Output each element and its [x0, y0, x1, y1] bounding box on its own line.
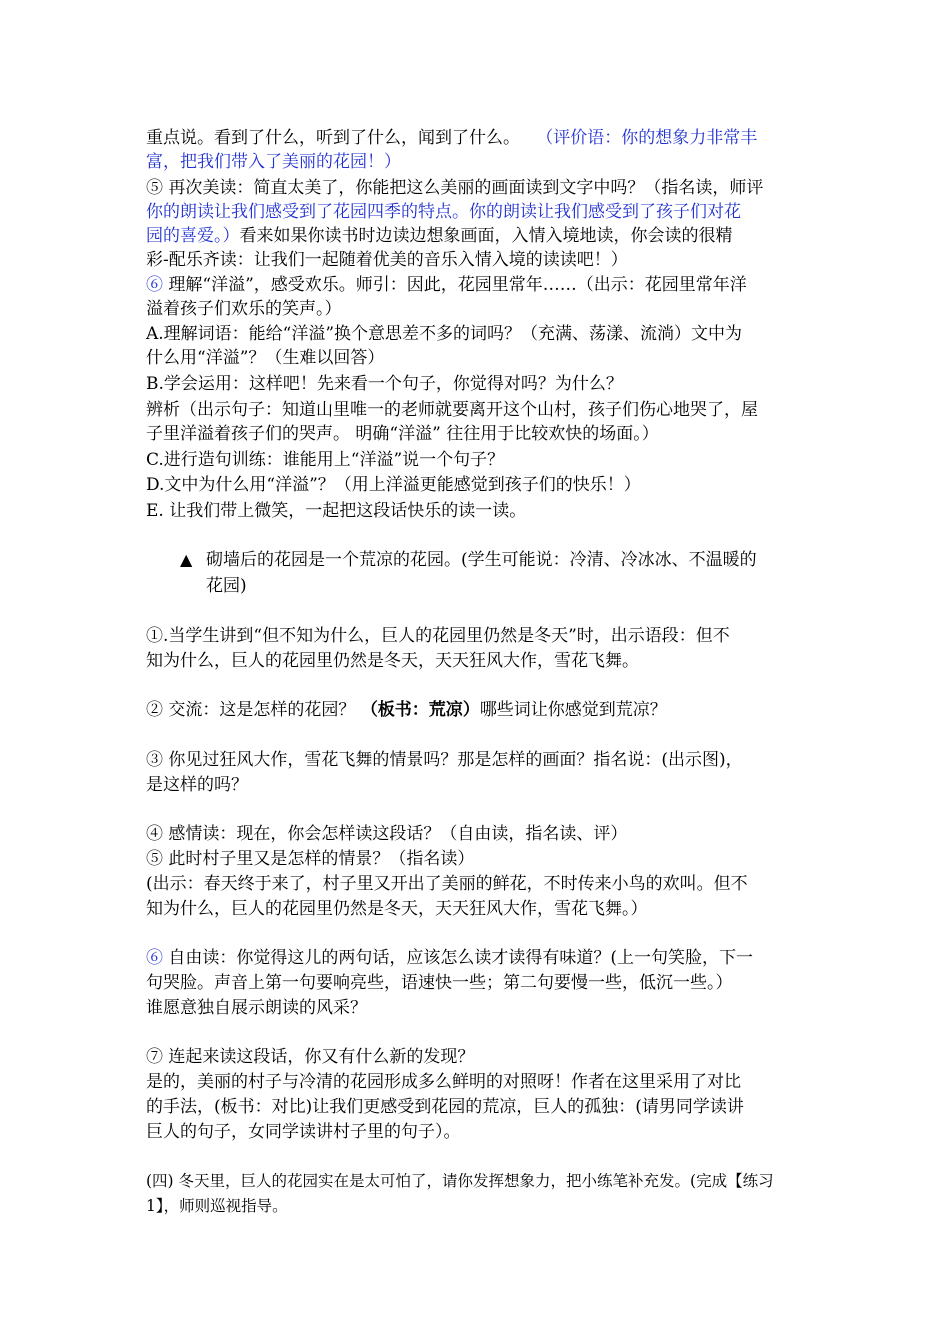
paragraph-line: ①.当学生讲到“但不知为什么，巨人的花园里仍然是冬天”时，出示语段：但不	[146, 626, 730, 646]
bullet-heading: 砌墙后的花园是一个荒凉的花园。(学生可能说：冷清、冷冰冰、不温暖的	[206, 550, 757, 570]
text-segment: 重点说。看到了什么，听到了什么，闻到了什么。	[146, 128, 520, 148]
paragraph-line	[146, 273, 747, 297]
step-number: ⑥	[146, 275, 163, 295]
paragraph-line	[146, 126, 757, 150]
step-number: ⑥	[146, 948, 163, 968]
paragraph-line: ⑤ 此时村子里又是怎样的情景？（指名读）	[146, 849, 475, 869]
evaluation-comment-line: 富，把我们带入了美丽的花园！）	[146, 152, 401, 172]
paragraph-line: D.文中为什么用“洋溢”？（用上洋溢更能感觉到孩子们的快乐！）	[146, 475, 641, 495]
evaluation-comment: 园的喜爱。）	[146, 226, 240, 246]
paragraph-line: 什么用“洋溢”？（生难以回答）	[146, 348, 385, 368]
paragraph-line: 巨人的句子，女同学读讲村子里的句子）。	[146, 1122, 461, 1142]
triangle-bullet-icon: ▲	[180, 550, 193, 569]
text-segment: ② 交流：这是怎样的花园？	[146, 700, 356, 720]
text-segment: 看来如果你读书时边读边想象画面，入情入境地读，你会读的很精	[239, 226, 733, 246]
paragraph-line: ③ 你见过狂风大作，雪花飞舞的情景吗？那是怎样的画面？指名说：(出示图)，	[146, 750, 743, 770]
text-segment: 哪些词让你感觉到荒凉？	[479, 700, 667, 720]
paragraph-line	[146, 224, 733, 248]
bullet-heading: 花园)	[206, 576, 247, 596]
paragraph-line: 是的，美丽的村子与冷清的花园形成多么鲜明的对照呀！作者在这里采用了对比	[146, 1072, 741, 1092]
paragraph-line: 句哭脸。声音上第一句要响亮些，语速快一些；第二句要慢一些，低沉一些。）	[146, 973, 733, 993]
paragraph-line: 谁愿意独自展示朗读的风采？	[146, 998, 367, 1018]
text-segment: 自由读：你觉得这儿的两句话，应该怎么读才读得有味道？(上一句笑脸，下一	[163, 948, 754, 968]
paragraph-line: 子里洋溢着孩子们的哭声。 明确“洋溢” 往往用于比较欢快的场面。）	[146, 424, 659, 444]
board-note: （板书：荒凉）	[360, 700, 480, 720]
paragraph-line: 溢着孩子们欢乐的笑声。）	[146, 299, 342, 319]
paragraph-line: ④ 感情读：现在，你会怎样读这段话？（自由读，指名读、评）	[146, 824, 628, 844]
paragraph-line: 是这样的吗？	[146, 775, 248, 795]
paragraph-line: 辨析（出示句子：知道山里唯一的老师就要离开这个山村，孩子们伤心地哭了，屋	[146, 400, 758, 420]
paragraph-line: 的手法，(板书：对比)让我们更感受到花园的荒凉，巨人的孤独：(请男同学读讲	[146, 1097, 744, 1117]
evaluation-comment-line: 你的朗读让我们感受到了花园四季的特点。你的朗读让我们感受到了孩子们对花	[146, 202, 741, 222]
paragraph-line: C.进行造句训练：谁能用上“洋溢”说一个句子？	[146, 450, 505, 470]
paragraph-line: A.理解词语：能给“洋溢”换个意思差不多的词吗？（充满、荡漾、流淌）文中为	[146, 324, 743, 344]
paragraph-line	[146, 698, 667, 722]
paragraph-line: ⑤ 再次美读：简直太美了，你能把这么美丽的画面读到文字中吗？（指名读，师评	[146, 178, 764, 198]
paragraph-line: (出示：春天终于来了，村子里又开出了美丽的鲜花，不时传来小鸟的欢叫。但不	[146, 874, 748, 894]
paragraph-line: 知为什么，巨人的花园里仍然是冬天，天天狂风大作，雪花飞舞。	[146, 651, 639, 671]
text-segment: 理解“洋溢”，感受欢乐。师引：因此，花园里常年……（出示：花园里常年洋	[163, 275, 747, 295]
paragraph-line: B.学会运用：这样吧！先来看一个句子，你觉得对吗？为什么？	[146, 374, 623, 394]
evaluation-comment: （评价语：你的想象力非常丰	[536, 128, 758, 148]
paragraph-line: E. 让我们带上微笑，一起把这段话快乐的读一读。	[146, 501, 527, 521]
paragraph-line: 彩-配乐齐读：让我们一起随着优美的音乐入情入境的读读吧！）	[146, 250, 628, 270]
paragraph-line: 1】，师则巡视指导。	[146, 1197, 288, 1215]
paragraph-line: 知为什么，巨人的花园里仍然是冬天，天天狂风大作，雪花飞舞。）	[146, 899, 648, 919]
paragraph-line	[146, 946, 753, 970]
paragraph-line: (四) 冬天里，巨人的花园实在是太可怕了，请你发挥想象力，把小练笔补充发。(完成【练习	[146, 1172, 774, 1190]
paragraph-line: ⑦ 连起来读这段话，你又有什么新的发现？	[146, 1047, 475, 1067]
